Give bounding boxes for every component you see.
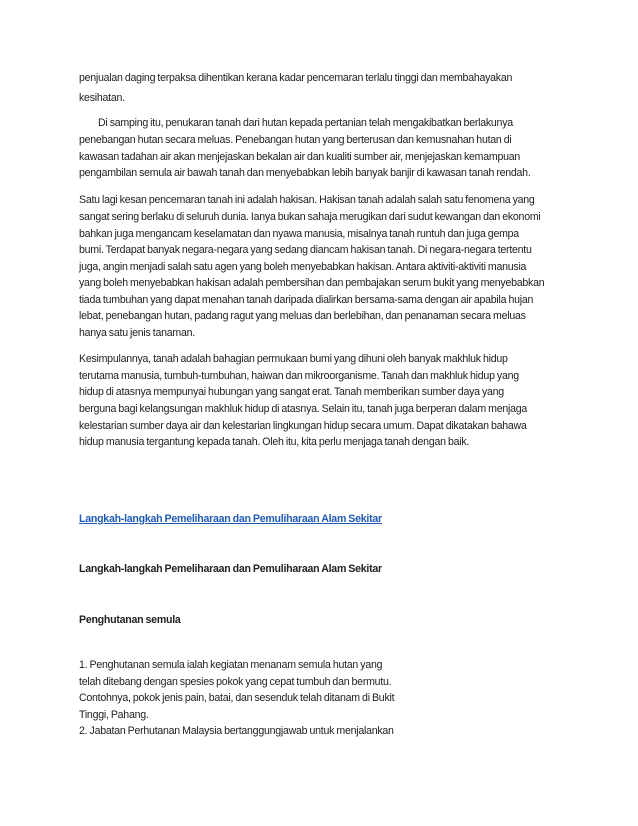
text-line: terutama manusia, tumbuh-tumbuhan, haiwan dan mikroorganisme. Tanah dan makhluk hidup yang (79, 370, 519, 382)
text-line: lebat, penebangan hutan, padang ragut yang meluas dan berlebihan, dan penanaman secara meluas (79, 310, 526, 322)
list-line: telah ditebang dengan spesies pokok yang cepat tumbuh dan bermutu. (79, 676, 392, 688)
text-line: hidup di atasnya mempunyai hubungan yang sangat erat. Tanah memberikan sumber daya yang (79, 386, 504, 398)
list-line: Contohnya, pokok jenis pain, batai, dan sesenduk telah ditanam di Bukit (79, 692, 395, 704)
heading-link[interactable]: Langkah-langkah Pemeliharaan dan Pemuliharaan Alam Sekitar (79, 513, 382, 525)
subheading: Penghutanan semula (79, 614, 181, 626)
list-line: 2. Jabatan Perhutanan Malaysia bertanggungjawab untuk menjalankan (79, 725, 394, 737)
text-line: penjualan daging terpaksa dihentikan kerana kadar pencemaran terlalu tinggi dan membahayakan (79, 72, 513, 84)
text-line: hidup manusia tergantung kepada tanah. Oleh itu, kita perlu menjaga tanah dengan baik. (79, 436, 470, 448)
text-line: bahkan juga mengancam keselamatan dan nyawa manusia, misalnya tanah runtuh dan juga gempa (79, 228, 519, 240)
text-line: bumi. Terdapat banyak negara-negara yang sedang diancam hakisan tanah. Di negara-negara tertentu (79, 244, 532, 256)
text-line: hanya satu jenis tanaman. (79, 327, 195, 339)
text-line: kesihatan. (79, 92, 125, 104)
text-line: pengambilan semula air bawah tanah dan menyebabkan lebih banyak banjir di kawasan tanah rendah. (79, 167, 531, 179)
text-line: berguna bagi kelangsungan makhluk hidup di atasnya. Selain itu, tanah juga berperan dalam menjaga (79, 403, 528, 415)
text-line: kawasan tadahan air akan menjejaskan bekalan air dan kualiti sumber air, menjejaskan kemampuan (79, 151, 521, 163)
text-line: kelestarian sumber daya air dan kelestarian lingkungan hidup secara umum. Dapat dikatakan bahawa (79, 420, 527, 432)
text-line: Kesimpulannya, tanah adalah bahagian permukaan bumi yang dihuni oleh banyak makhluk hidup (79, 353, 508, 365)
list-line: 1. Penghutanan semula ialah kegiatan menanam semula hutan yang (79, 659, 383, 671)
text-line: sangat sering berlaku di seluruh dunia. Ianya bukan sahaja merugikan dari sudut kewangan dan ekonomi (79, 211, 541, 223)
text-line: Satu lagi kesan pencemaran tanah ini adalah hakisan. Hakisan tanah adalah salah satu fenomena yang (79, 194, 535, 206)
text-line: tiada tumbuhan yang dapat menahan tanah daripada dialirkan bersama-sama dengan air apabila hujan (79, 294, 534, 306)
text-line: Di samping itu, penukaran tanah dari hutan kepada pertanian telah mengakibatkan berlakunya (98, 117, 513, 129)
text-line: juga, angin menjadi salah satu agen yang boleh menyebabkan hakisan. Antara aktiviti-aktiviti manusia (79, 261, 527, 273)
section-heading: Langkah-langkah Pemeliharaan dan Pemuliharaan Alam Sekitar (79, 563, 382, 575)
list-line: Tinggi, Pahang. (79, 709, 149, 721)
text-line: yang boleh menyebabkan hakisan adalah pembersihan dan pembajakan serum bukit yang menyebabkan (79, 277, 545, 289)
text-line: penebangan hutan secara meluas. Penebangan hutan yang berterusan dan kemusnahan hutan di (79, 134, 512, 146)
